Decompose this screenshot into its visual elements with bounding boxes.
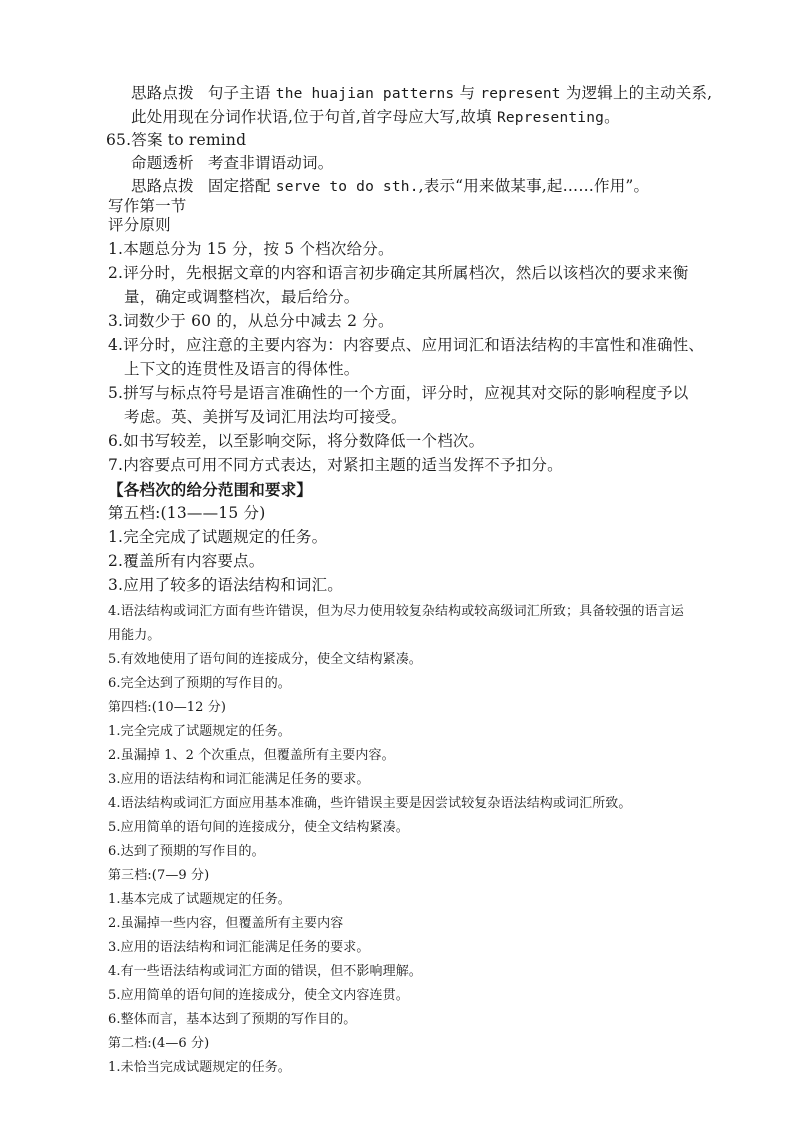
q65-answer-label: 65.答案	[106, 131, 163, 149]
level2-title: 第二档:(4—6 分)	[108, 1036, 210, 1051]
level5-item: 6.完全达到了预期的写作目的。	[108, 676, 291, 691]
level3-title: 第三档:(7—9 分)	[108, 868, 210, 883]
principle-item-cont: 考虑。英、美拼写及词汇用法均可接受。	[124, 408, 407, 426]
principle-item: 1.本题总分为 15 分，按 5 个档次给分。	[108, 240, 394, 258]
level3-item: 4.有一些语法结构或词汇方面的错误，但不影响理解。	[108, 964, 422, 979]
principle-item: 6.如书写较差，以至影响交际，将分数降低一个档次。	[108, 432, 485, 450]
q64-tip-line2-code: Representing	[496, 110, 605, 126]
q64-tip-code-a: the huajian patterns	[275, 86, 455, 102]
level5-item-cont: 用能力。	[108, 628, 161, 643]
level3-item: 3.应用的语法结构和词汇能满足任务的要求。	[108, 940, 370, 955]
q64-tip-line-1	[131, 86, 712, 102]
q64-tip-line2-end: 。	[604, 108, 620, 126]
principle-item: 7.内容要点可用不同方式表达，对紧扣主题的适当发挥不予扣分。	[108, 456, 563, 474]
level4-item: 4.语法结构或词汇方面应用基本准确，些许错误主要是因尝试较复杂语法结构或词汇所致。	[108, 796, 632, 811]
principle-item-cont: 量，确定或调整档次，最后给分。	[124, 288, 360, 306]
level3-item: 2.虽漏掉一些内容，但覆盖所有主要内容	[108, 916, 344, 931]
level5-item: 3.应用了较多的语法结构和词汇。	[108, 576, 343, 594]
level4-item: 5.应用简单的语句间的连接成分，使全文结构紧凑。	[108, 820, 409, 835]
level4-title: 第四档:(10—12 分)	[108, 700, 227, 715]
q64-tip-label: 思路点拨	[131, 84, 194, 102]
level5-item: 1.完全完成了试题规定的任务。	[108, 528, 328, 546]
q64-tip-text-a: 句子主语	[207, 84, 271, 102]
level3-item: 5.应用简单的语句间的连接成分，使全文内容连贯。	[108, 988, 409, 1003]
principle-item: 3.词数少于 60 的，从总分中减去 2 分。	[108, 312, 394, 330]
level4-item: 1.完全完成了试题规定的任务。	[108, 724, 291, 739]
level5-item: 4.语法结构或词汇方面有些许错误，但为尽力使用较复杂结构或较高级词汇所致；具备较强的语言运	[108, 604, 684, 619]
q65-tip-text-b: ,表示“用来做某事,起……作用”。	[418, 177, 650, 195]
q65-tip-label: 思路点拨	[131, 177, 194, 195]
q64-tip-text-c: 为逻辑上的主动关系,	[565, 84, 713, 102]
principle-item: 2.评分时，先根据文章的内容和语言初步确定其所属档次，然后以该档次的要求来衡	[108, 264, 689, 282]
principles-title: 评分原则	[108, 216, 171, 234]
level3-item: 1.基本完成了试题规定的任务。	[108, 892, 291, 907]
principle-item-cont: 上下文的连贯性及语言的得体性。	[124, 360, 360, 378]
level3-item: 6.整体而言，基本达到了预期的写作目的。	[108, 1012, 357, 1027]
level5-item: 5.有效地使用了语句间的连接成分，使全文结构紧凑。	[108, 652, 422, 667]
levels-title: 【各档次的给分范围和要求】	[108, 480, 313, 499]
q64-tip-line-2	[131, 110, 620, 126]
level2-item: 1.未恰当完成试题规定的任务。	[108, 1060, 291, 1075]
q65-tip-line	[131, 179, 649, 195]
q65-analysis-line	[131, 156, 333, 172]
q64-tip-text-b: 与	[459, 84, 476, 102]
level4-item: 3.应用的语法结构和词汇能满足任务的要求。	[108, 772, 370, 787]
q64-tip-line2-text: 此处用现在分词作状语,位于句首,首字母应大写,故填	[131, 108, 492, 126]
q64-tip-code-b: represent	[480, 86, 561, 102]
level5-item: 2.覆盖所有内容要点。	[108, 552, 265, 570]
q65-tip-code: serve to do sth.	[275, 179, 419, 195]
principle-item: 4.评分时，应注意的主要内容为：内容要点、应用词汇和语法结构的丰富性和准确性、	[108, 336, 705, 354]
q65-answer-line	[106, 133, 246, 149]
writing-section-title: 写作第一节	[108, 197, 187, 215]
level5-title: 第五档:(13——15 分)	[108, 504, 266, 522]
principle-item: 5.拼写与标点符号是语言准确性的一个方面，评分时，应视其对交际的影响程度予以	[108, 384, 689, 402]
q65-tip-text-a: 固定搭配	[207, 177, 271, 195]
q65-answer-value: to remind	[167, 131, 247, 149]
q65-analysis-text: 考查非谓语动词。	[207, 154, 334, 172]
level4-item: 6.达到了预期的写作目的。	[108, 844, 265, 859]
level4-item: 2.虽漏掉 1、2 个次重点，但覆盖所有主要内容。	[108, 748, 395, 763]
q65-analysis-label: 命题透析	[131, 154, 194, 172]
